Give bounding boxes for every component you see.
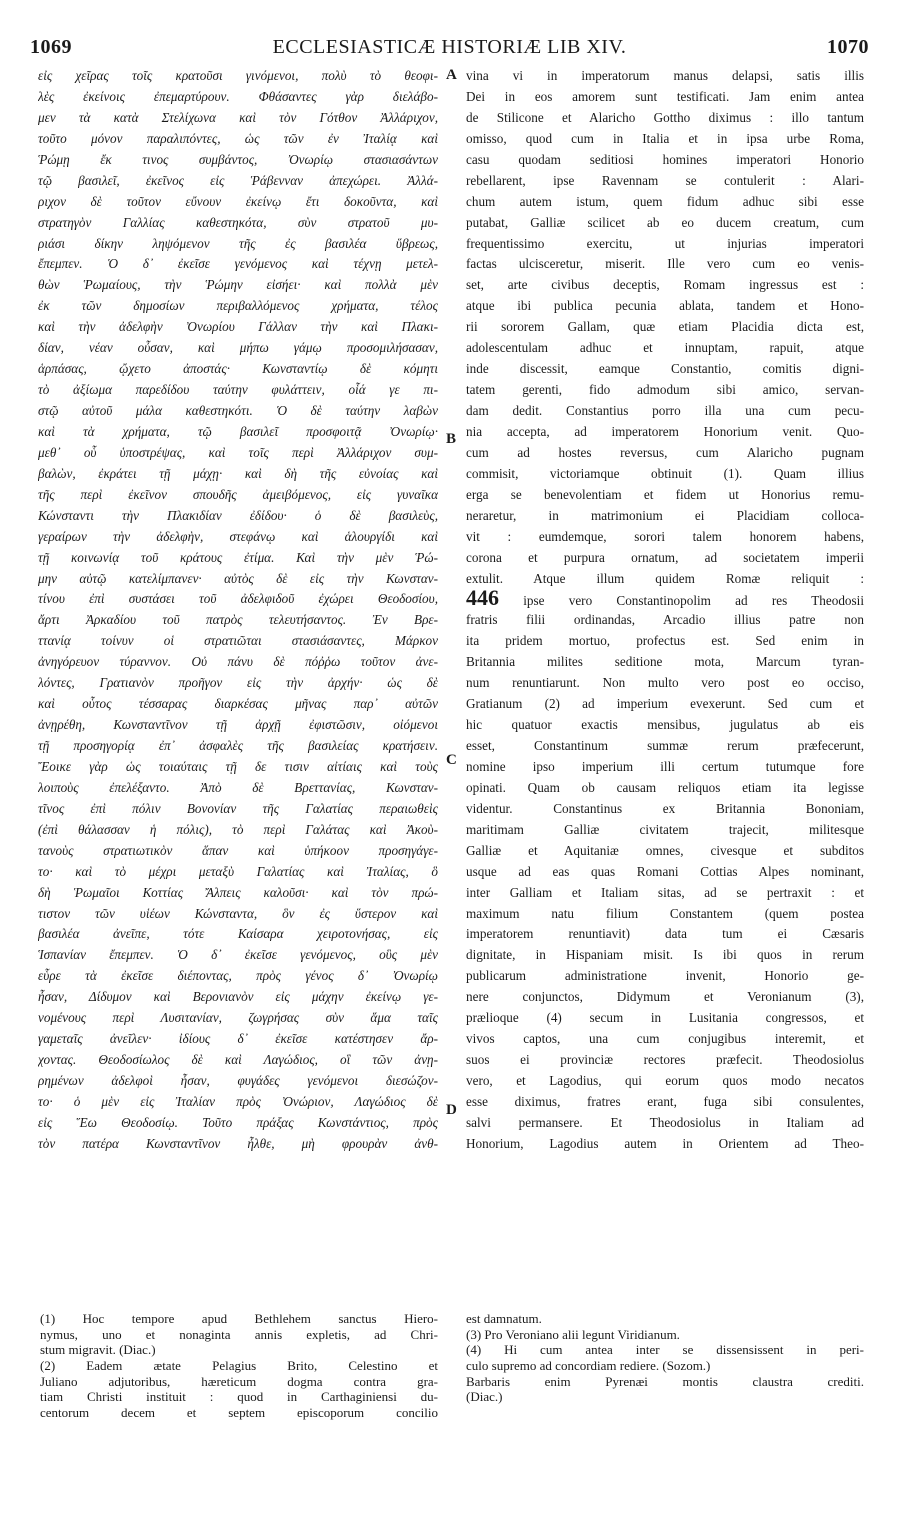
text-line: nere conjunctos, Didymum et Veronianum (3),: [466, 989, 864, 1005]
text-line: factas ulcisceretur, miserit. Ille vero cum eo venis-: [466, 256, 864, 272]
section-marker-a: A: [446, 67, 457, 83]
section-marker-d: D: [446, 1102, 457, 1118]
text-line: μην αὐτῷ κατελίμπανεν· αὐτὸς δὲ εἰς τὴν Κωνσταν-: [38, 570, 438, 586]
text-line: tatem gerenti, fido admodum sibi amico, servan-: [466, 382, 864, 398]
text-line: esse diximus, fratres erant, fuga sibi consulentes,: [466, 1093, 864, 1109]
text-line: num renuntiarunt. Non multo vero post eo occiso,: [466, 675, 864, 691]
text-line: τῷ βασιλεῖ, ἐκεῖνος εἰς Ῥάβενναν ἀπεχώρει. Ἀλλά-: [38, 172, 438, 188]
text-line: ἦσαν, Δίδυμον καὶ Βερονιανὸν εἰς μάχην ἐκείνῳ γε-: [38, 989, 438, 1005]
text-line: inter Galliam et Italiam sitas, ad se pertraxit : et: [466, 884, 864, 900]
text-line: θὼν Ῥωμαίους, τὴν Ῥώμην εἰσήει· καὶ πολλὰ μὲν: [38, 277, 438, 293]
text-line: λόντες, Γρατιανὸν προῆγον εἰς τὴν ἀρχήν· ὡς δὲ: [38, 675, 438, 691]
text-line: Ἱσπανίαν ἔπεμπεν. Ὁ δ᾽ ἐκεῖσε γενόμενος, οὓς μὲν: [38, 947, 438, 963]
text-line: prælioque (4) secum in Lusitania congressos, et: [466, 1010, 864, 1026]
text-line: centorum decem et septem episcoporum concilio: [40, 1405, 438, 1421]
text-line: Britannia milites seditione mota, Marcum tyran-: [466, 654, 864, 670]
page-number-right: 1070: [827, 36, 869, 58]
text-line: τῇ προσηγορίᾳ ἐπ᾽ ἀσφαλὲς τῆς βασιλείας κρατήσειν.: [38, 738, 438, 753]
text-line: ττανίᾳ τοίνυν οἱ στρατιῶται στασιάσαντες, Μάρκον: [38, 633, 438, 649]
text-line: μεθ᾽ οὗ ὑποστρέψας, καὶ τοῖς περὶ Ἀλλάριχον συμ-: [38, 444, 438, 460]
text-line: atque ibi publica pecunia ablata, tandem et Hono-: [466, 298, 864, 314]
text-line: λὲς ἐκείνοις ἐπεμαρτύρουν. Φθάσαντες γὰρ διελάβο-: [38, 88, 438, 104]
text-line: dam dedit. Constantius porro illa una cum pecu-: [466, 403, 864, 418]
text-line: βασιλέα ἀνεῖπε, τότε Καίσαρα χειροτονήσας, εἰς: [38, 926, 438, 942]
text-line: tiam Christi instituit : quod in Carthaginiensi du-: [40, 1389, 438, 1405]
text-line: fratris filii ordinandas, Arcadio illius patre non: [466, 612, 864, 628]
text-line: neraretur, in matrimonium ei Placidiam colloca-: [466, 507, 864, 523]
text-line: ρημένων ἀδελφοὶ ἦσαν, φυγάδες γενόμενοι διεσώζον-: [38, 1073, 438, 1088]
text-line: hic quatuor exactis mensibus, jugulatus ab eis: [466, 717, 864, 733]
text-line: cum ad hostes reversus, cum Alaricho pugnam: [466, 444, 864, 460]
text-line: τῇ κοινωνίᾳ τοῦ κράτους ἐτίμα. Καὶ τὴν μὲν Ῥώ-: [38, 549, 438, 565]
text-line: τὸ ἀξίωμα παρεδίδου ταύτην φυλάττειν, οἷά γε πι-: [38, 382, 438, 398]
footnotes-left: [40, 1311, 438, 1421]
text-line: putabat, Galliæ scilicet ab eo ducem creatum, cum: [466, 214, 864, 230]
text-line: ἔπεμπεν. Ὁ δ᾽ ἐκεῖσε γενόμενος καὶ τέχνῃ μετελ-: [38, 256, 438, 272]
text-line: γαμεταῖς ἀνεῖλεν· ἰδίους δ᾽ ἐκεῖσε κατέστησεν ἄρ-: [38, 1031, 438, 1047]
text-line: τιστον τῶν υἱέων Κώνσταντα, ὃν ἐς ὕστερον καὶ: [38, 905, 438, 921]
text-line: opinati. Quam ob causam reliquos etiam ita legisse: [466, 779, 864, 795]
text-line: Κώνσταντι τὴν Πλακιδίαν ἐδίδου· ὁ δὲ βασιλεὺς,: [38, 507, 438, 523]
text-line: (4) Hi cum antea inter se dissensissent in peri-: [466, 1342, 864, 1358]
text-line: videntur. Constantinus ex Britannia Bononiam,: [466, 800, 864, 816]
text-line: το· ὁ μὲν εἰς Ἰταλίαν πρὸς Ὀνώριον, Λαγώδιος δὲ: [38, 1093, 438, 1109]
text-line: Ῥώμῃ ἔκ τινος συμβάντος, Ὀνωρίῳ στασιασάντων: [38, 151, 438, 167]
footnotes-right: [466, 1311, 864, 1405]
running-header: [30, 36, 869, 60]
text-line: καὶ οὗτος τέσσαρας διαρκέσας μῆνας παρ᾽ αὐτῶν: [38, 696, 438, 712]
text-line: τὸν πατέρα Κωνσταντῖνον ἦλθε, μὴ φρουρὰν ἀνθ-: [38, 1135, 438, 1151]
text-line: usque ad eas quas Romani Cottias Alpes nominant,: [466, 863, 864, 879]
text-line: inde discessit, eamque Constantio, comitis digni-: [466, 361, 864, 377]
text-line: commisit, victoriamque obtinuit (1). Quam illius: [466, 465, 864, 481]
text-line: καὶ τὰ χρήματα, τῷ βασιλεῖ προσφοιτᾷ Ὀνωρίῳ·: [38, 423, 438, 439]
text-line: στῷ αὐτοῦ μάλα καθεστηκότι. Ὁ δὲ ταύτην λαβὼν: [38, 403, 438, 418]
text-line: Galliæ et Aquitaniæ omnes, civesque et subditos: [466, 842, 864, 858]
text-line: set, arte civibus deceptis, Romam ingressus est :: [466, 277, 864, 293]
text-line: εἰς χεῖρας τοῖς κρατοῦσι γινόμενοι, πολὺ τὸ θεοφι-: [38, 68, 438, 83]
text-line: erga se benevolentiam et fidem ut Honorius remu-: [466, 486, 864, 502]
text-line: Barbaris enim Pyrenæi montis claustra crediti.: [466, 1373, 864, 1389]
text-line: culo supremo ad concordiam rediere. (Sozom.): [466, 1358, 711, 1374]
text-line: Dei in eos amorem sunt testificati. Jam enim antea: [466, 88, 864, 104]
text-line: publicarum administratione invenit, Honorio ge-: [466, 968, 864, 984]
text-line: ἐκ τῶν δημοσίων περιβαλλόμενος χρήματα, τέλος: [38, 298, 438, 314]
text-line: casu quodam seditiosi homines imperatori Honorio: [466, 151, 864, 167]
text-line: (ἐπὶ θάλασσαν ἡ πόλις), τὸ περὶ Γαλάτας καὶ Ἀκοὺ-: [38, 821, 438, 837]
text-line: ριχον δὲ τοῦτον εὔνουν ἐκείνῳ ἔτι δοκοῦντα, καὶ: [38, 193, 438, 209]
text-line: τῖνος ἐπὶ πόλιν Βονονίαν τῆς Γαλατίας περαιωθεὶς: [38, 800, 438, 816]
text-line: καὶ τὴν ἀδελφὴν Ὀνωρίου Γάλλαν τὴν καὶ Πλακι-: [38, 319, 438, 335]
text-line: de Stilicone et Alaricho Gottho diximus : illo tantum: [466, 109, 864, 125]
text-line: γεραίρων τὴν ἀδελφὴν, στεφάνῳ καὶ ἁλουργίδι καὶ: [38, 528, 438, 544]
section-marker-b: B: [446, 431, 457, 447]
text-line: extulit. Atque illum quidem Romæ reliquit :: [466, 570, 864, 586]
text-line: vero, et Lagodius, qui eorum quos modo necatos: [466, 1073, 864, 1088]
text-line: εἰς Ἕω Θεοδοσίῳ. Τοῦτο πράξας Κωνστάντιος, πρὸς: [38, 1114, 438, 1130]
text-line: nia accepta, ad imperatorem Honorium venit. Quo-: [466, 423, 864, 439]
text-line: (2) Eadem ætate Pelagius Brito, Celestino et: [40, 1358, 438, 1374]
text-line: δὴ Ῥωμαῖοι Κοττίας Ἄλπεις καλοῦσι· καὶ τὸν πρώ-: [38, 884, 438, 900]
text-line: Ἔοικε γὰρ ὡς τοιαύταις τῇ δε τισιν αἰτίαις καὶ τοὺς: [38, 758, 438, 774]
text-line: το· καὶ τὸ μέχρι μεταξὺ Γαλατίας καὶ Ἰταλίας, ὃ: [38, 863, 438, 879]
text-line: στρατηγὸν Γαλλίας καθεστηκότα, σὺν στρατοῦ μυ-: [38, 214, 438, 230]
text-line: vina vi in imperatorum manus delapsi, satis illis: [466, 68, 864, 83]
text-line: salvi permansere. Et Theodosiolus in Italiam ad: [466, 1114, 864, 1130]
text-line: nomine ipso imperium illi certum tutumque fore: [466, 758, 864, 774]
text-line: vivos captos, una cum conjugibus interemit, et: [466, 1031, 864, 1047]
greek-column: [38, 66, 438, 1155]
text-line: maritimam Galliæ civitatem trajecit, militesque: [466, 821, 864, 837]
text-line: ita pridem mortuo, profectus est. Sed enim in: [466, 633, 864, 649]
section-marker-c: C: [446, 752, 457, 768]
text-line: nymus, uno et nonaginta annis expletis, ad Chri-: [40, 1326, 438, 1342]
text-line: (Diac.): [466, 1389, 503, 1405]
text-line: ἁρπάσας, ᾤχετο ἀποστάς· Κωνσταντίῳ δὲ κόμητι: [38, 361, 438, 377]
text-line: χοντας. Θεοδοσίωλος δὲ καὶ Λαγώδιος, οἳ τῶν ἀνῃ-: [38, 1052, 438, 1068]
text-line: esset, Constantinum summæ rerum præfecerunt,: [466, 738, 864, 753]
text-line: τοῦτο μόνον παραλιπόντες, ὡς τῶν ἐν Ἰταλίᾳ καὶ: [38, 130, 438, 146]
text-line: ριάσι δίκην ληψόμενον τῆς ἐς βασιλέα ὕβρεως,: [38, 235, 438, 251]
inline-page-number: 446: [466, 589, 499, 611]
text-line: imperatorem renuntiavit) data tum ei Cæsaris: [466, 926, 864, 942]
text-line: τανοὺς στρατιωτικὸν ἅπαν καὶ ὑπήκοον προσηγάγε-: [38, 842, 438, 858]
text-line: ἄρτι Ἀρκαδίου τοῦ πατρὸς τελευτήσαντος. Ἐν Βρε-: [38, 612, 438, 628]
text-line: τίνου ἐπὶ συστάσει τοῦ ἀδελφιδοῦ ἐχώρει Θεοδοσίου,: [38, 591, 438, 607]
text-line: λοιποὺς ἐπελέξαντο. Ἀπὸ δὲ Βρεττανίας, Κωνσταν-: [38, 779, 438, 795]
text-line: Juliano adjutoribus, hæreticum dogma contra gra-: [40, 1373, 438, 1389]
text-line: stum migravit. (Diac.): [40, 1342, 156, 1358]
text-line: maximum natu filium Constantem (quem postea: [466, 905, 864, 921]
text-line: Honorium, Lagodius autem in Orientem ad Theo-: [466, 1135, 864, 1151]
text-line: ἀνηγόρευον τύραννον. Οὐ πάνυ δὲ πόῤῥω τοῦτον ἀνε-: [38, 654, 438, 670]
latin-column: [466, 66, 864, 1155]
text-line: omisso, quod cum in Italia et in ipsa urbe Roma,: [466, 130, 864, 146]
text-line: dignitate, in Hispaniam misit. Is ibi quos in rerum: [466, 947, 864, 963]
running-title: ECCLESIASTICÆ HISTORIÆ LIB XIV.: [272, 36, 627, 58]
text-line: (1) Hoc tempore apud Bethlehem sanctus Hiero-: [40, 1311, 438, 1326]
text-line: Gratianum (2) ad imperium evexerunt. Sed cum et: [466, 696, 864, 712]
text-line: chum autem istum, quem fidum adhuc sibi esse: [466, 193, 864, 209]
text-line: rii sororem Gallam, quæ etiam Placidia dicta est,: [466, 319, 864, 335]
text-line: suos ei provinciæ rectores præfecit. Theodosiolus: [466, 1052, 864, 1068]
page-number-left: 1069: [30, 36, 72, 58]
text-line: δίαν, νέαν οὖσαν, καὶ μήπω γάμῳ προσομιλήσασαν,: [38, 340, 438, 356]
text-line: adolescentulam adhuc et innuptam, rapuit, atque: [466, 340, 864, 356]
text-line: νομένους περὶ Λυσιτανίαν, ζωγρήσας σὺν ἅμα ταῖς: [38, 1010, 438, 1026]
text-line: εὗρε τὰ ἐκεῖσε διέποντας, πρὸς γένος δ᾽ Ὀνωρίῳ: [38, 968, 438, 984]
text-line: μεν τὰ κατὰ Στελίχωνα καὶ τὸν Γότθον Ἀλλάριχον,: [38, 109, 438, 125]
text-line: 446 ipse vero Constantinopolim ad res Theodosii: [466, 589, 864, 610]
text-line: ἀνῃρέθη, Κωνσταντῖνον τῇ ἀρχῇ ἐφιστῶσιν, οἰόμενοι: [38, 717, 438, 733]
text-line: est damnatum.: [466, 1311, 542, 1326]
text-line: (3) Pro Veroniano alii legunt Viridianum.: [466, 1326, 680, 1342]
text-line: βαλὼν, ἐκράτει τῇ μάχῃ· καὶ δὴ τῆς εὐνοίας καὶ: [38, 465, 438, 481]
text-line: frequentissimo exercitu, ut injurias imperatori: [466, 235, 864, 251]
text-line: corona et purpura ornatum, ad societatem imperii: [466, 549, 864, 565]
text-line: τῆς περὶ ἐκεῖνον σπουδῆς ἀμειβόμενος, εἰς γυναῖκα: [38, 486, 438, 502]
text-line: rebellarent, ipse Ravennam se contulerit : Alari-: [466, 172, 864, 188]
text-line: vit : eumdemque, sorori talem honorem habens,: [466, 528, 864, 544]
